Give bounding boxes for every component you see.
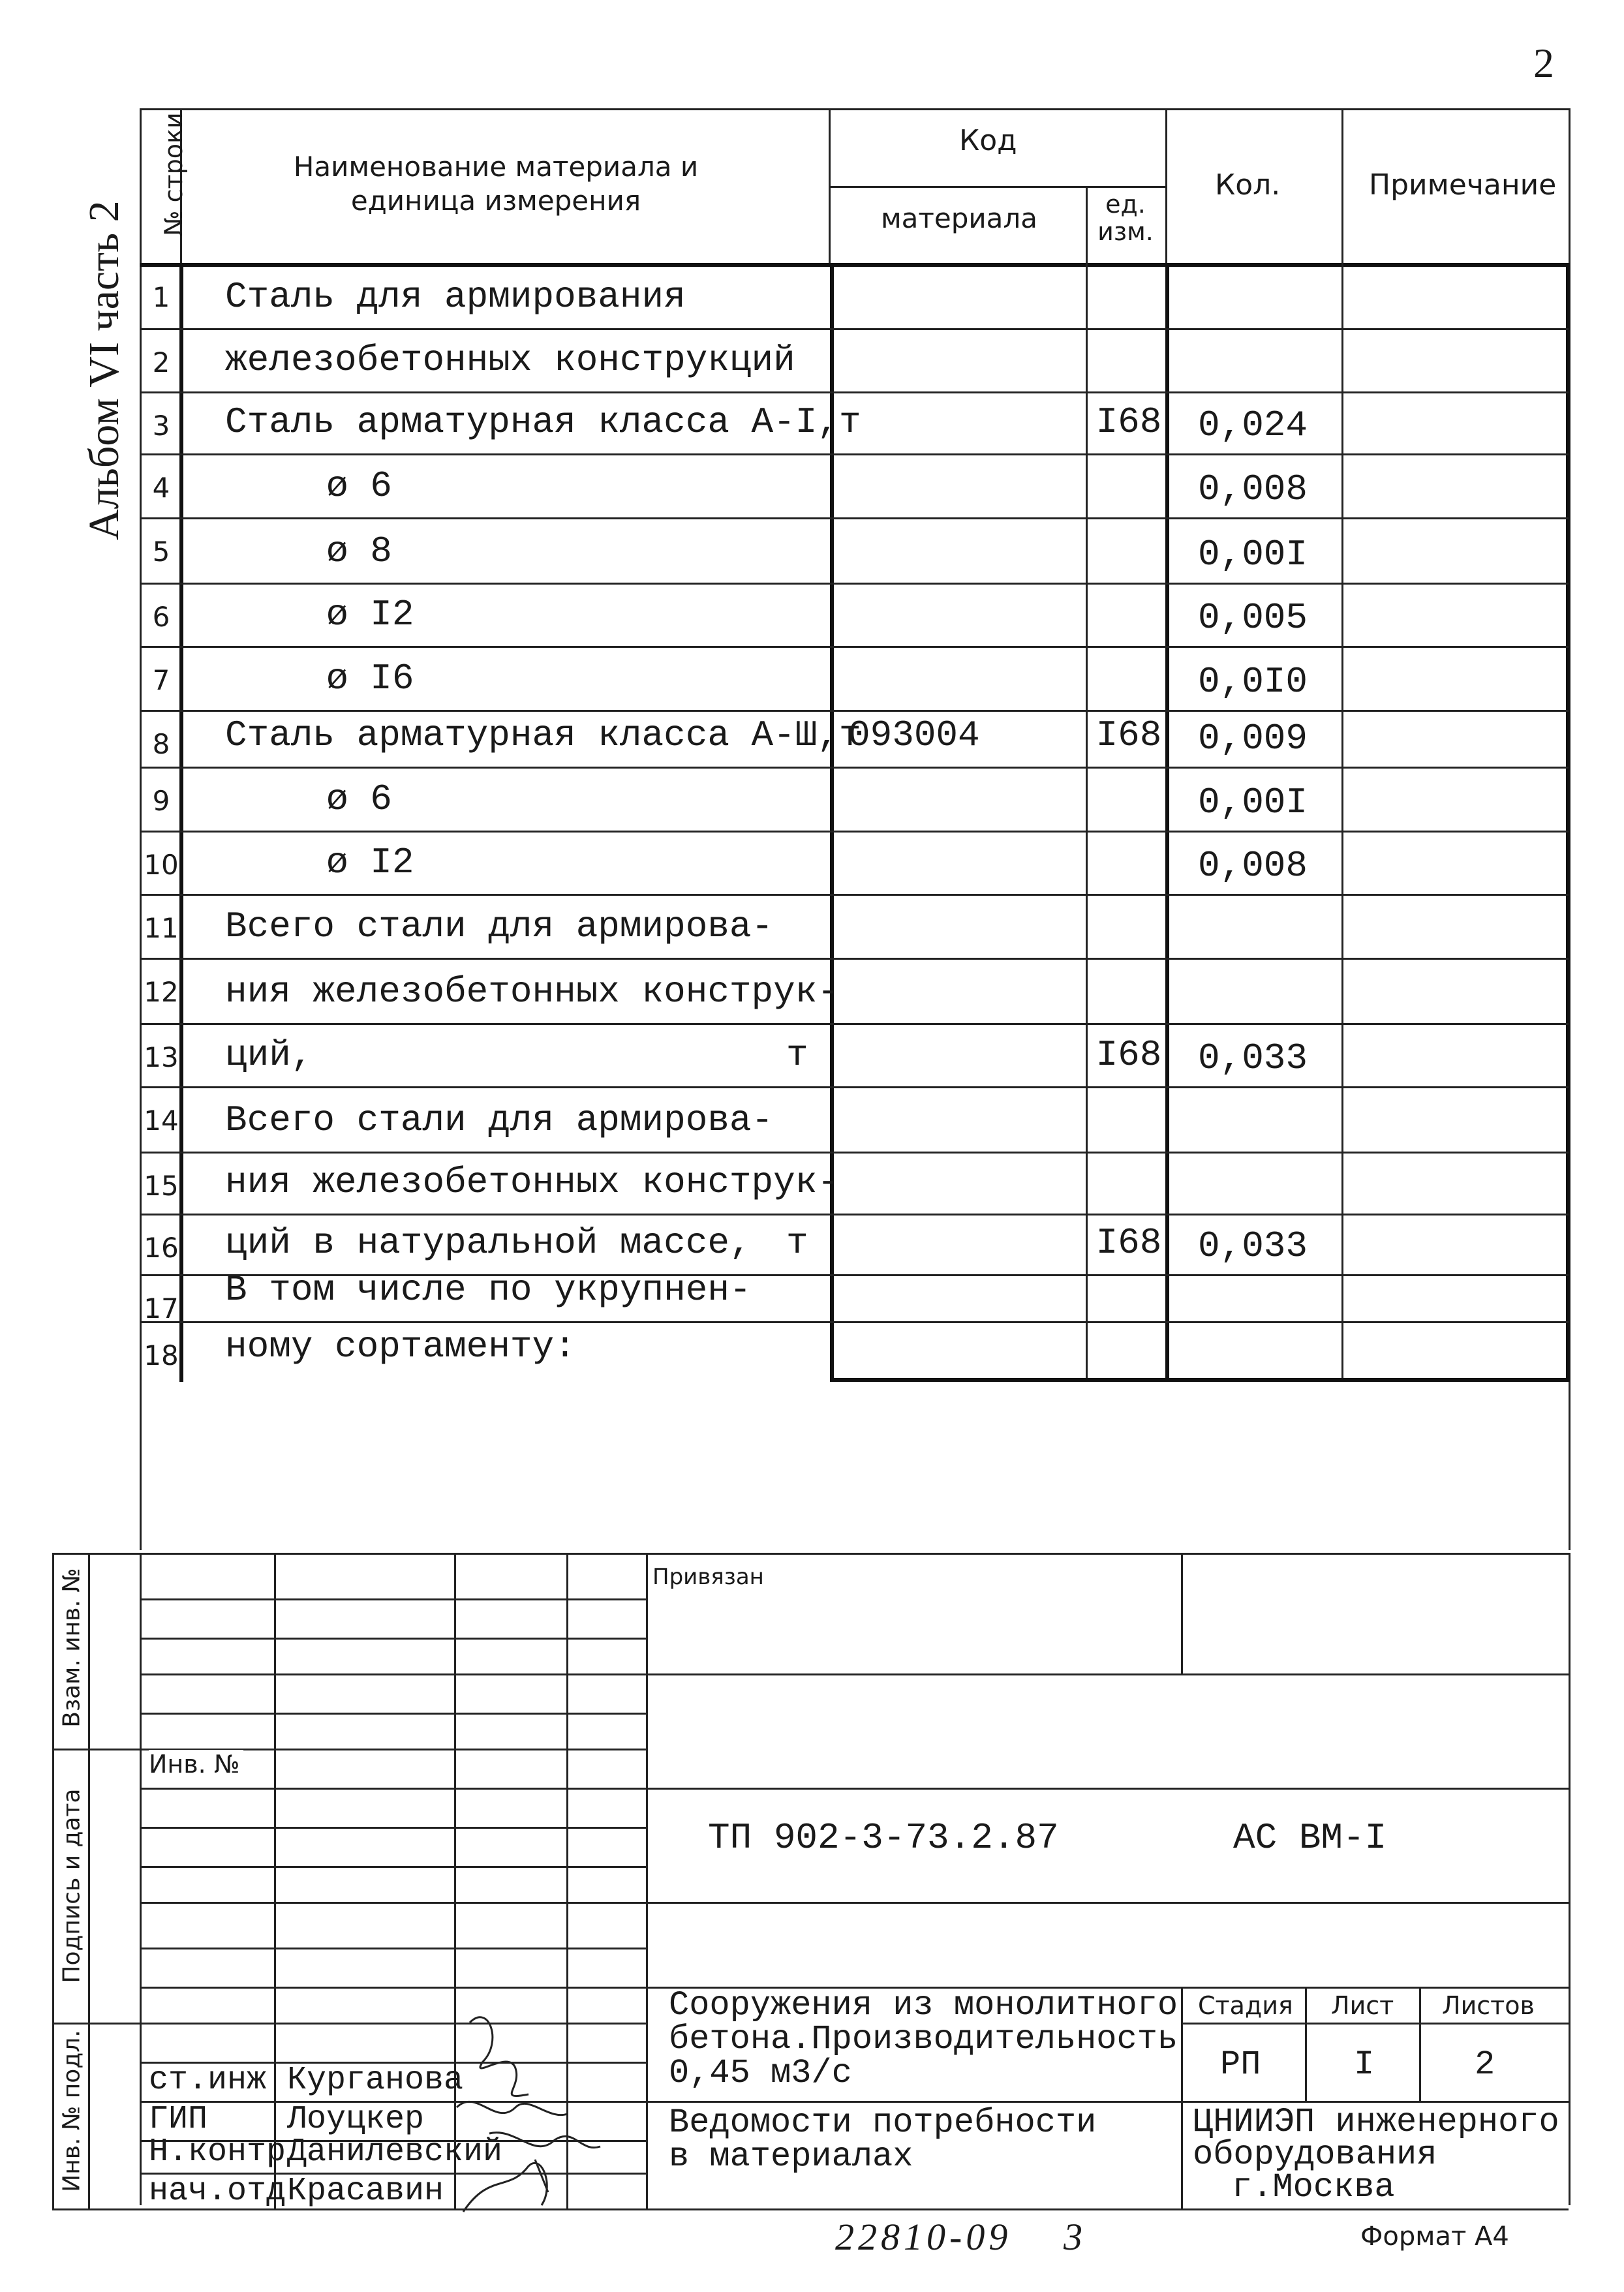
row-number: 3 xyxy=(152,410,170,442)
row-material-name: ø 6 xyxy=(326,465,392,507)
row-material-name: Сталь арматурная класса А-Ш,т xyxy=(225,714,861,756)
row-material-name: ø 8 xyxy=(326,530,392,572)
inv-no-label: Инв. № xyxy=(149,1750,243,1779)
project-title-line-2: бетона.Производительность xyxy=(669,2020,1178,2058)
organization-line-2: оборудования xyxy=(1193,2135,1437,2174)
row-material-name: В том числе по укрупнен- xyxy=(225,1269,752,1311)
page-number: 2 xyxy=(1533,40,1554,86)
project-title-line-3: 0,45 м3/с xyxy=(669,2054,852,2092)
row-number: 4 xyxy=(152,472,170,504)
row-material-name: железобетонных конструкций xyxy=(225,339,795,381)
album-side-label: Альбом VI часть 2 xyxy=(80,200,128,540)
project-title xyxy=(669,1986,1178,2092)
row-unit-suffix: т xyxy=(786,1222,808,1264)
row-number: 9 xyxy=(152,785,170,817)
row-material-name: Сталь арматурная класса А-I,т xyxy=(225,401,861,443)
organization-line-1: ЦНИИЭП инженерного xyxy=(1193,2103,1559,2141)
sheet-title-line-2: в материалах xyxy=(669,2137,913,2176)
row-number: 10 xyxy=(144,849,179,881)
header-code: Код xyxy=(959,124,1017,157)
signer-name: Курганова xyxy=(287,2062,464,2099)
row-unit-code: I68 xyxy=(1095,1034,1162,1076)
signatures-icon xyxy=(418,1996,639,2231)
row-number: 18 xyxy=(144,1339,179,1371)
doc-code: ТП 902-3-73.2.87 xyxy=(708,1817,1059,1859)
row-material-name: ния железобетонных конструк- xyxy=(225,971,839,1013)
row-quantity: 0,00I xyxy=(1197,534,1308,575)
row-number: 6 xyxy=(152,601,170,633)
signer-role: ст.инж xyxy=(149,2062,267,2099)
doc-mark: АС ВМ-I xyxy=(1233,1817,1387,1859)
row-unit-suffix: т xyxy=(786,1034,808,1076)
row-material-code: 093004 xyxy=(848,714,980,756)
row-number: 12 xyxy=(144,976,179,1008)
organization xyxy=(1193,2103,1559,2207)
row-material-name: ø 6 xyxy=(326,778,392,820)
signer-role: ГИП xyxy=(149,2101,208,2138)
side-label-vzam: Взам. инв. № xyxy=(58,1568,85,1728)
header-code-material: материала xyxy=(881,202,1038,234)
signer-name: Данилевский xyxy=(287,2133,503,2171)
row-material-name: ному сортаменту: xyxy=(225,1326,576,1368)
header-code-unit: ед. изм. xyxy=(1097,190,1154,246)
row-unit-code: I68 xyxy=(1095,714,1162,756)
row-quantity: 0,008 xyxy=(1197,845,1308,887)
stage-value: РП xyxy=(1220,2045,1261,2084)
row-unit-code: I68 xyxy=(1095,1222,1162,1264)
footer-format: Формат А4 xyxy=(1360,2222,1509,2252)
row-number: 15 xyxy=(144,1170,179,1202)
row-number: 16 xyxy=(144,1232,179,1264)
signer-name: Лоуцкер xyxy=(287,2101,425,2138)
row-number: 5 xyxy=(152,536,170,568)
row-material-name: ций в натуральной массе, xyxy=(225,1222,752,1264)
row-material-name: ø I2 xyxy=(326,594,414,635)
row-quantity: 0,033 xyxy=(1197,1037,1308,1079)
row-quantity: 0,008 xyxy=(1197,468,1308,510)
stage-label: Стадия xyxy=(1198,1991,1293,2020)
side-label-podpis: Подпись и дата xyxy=(58,1788,85,1983)
sheets-value: 2 xyxy=(1475,2045,1495,2084)
privyazan-label: Привязан xyxy=(652,1564,764,1590)
footer-number: 22810-09 xyxy=(835,2216,1012,2258)
row-quantity: 0,024 xyxy=(1197,405,1308,446)
row-material-name: ния железобетонных конструк- xyxy=(225,1161,839,1203)
organization-line-3: г.Москва xyxy=(1232,2168,1395,2207)
row-number: 17 xyxy=(144,1292,179,1324)
row-material-name: ø I6 xyxy=(326,658,414,699)
signer-role: Н.контр xyxy=(149,2133,286,2171)
row-quantity: 0,0I0 xyxy=(1197,661,1308,703)
row-number: 7 xyxy=(152,664,170,696)
row-number: 14 xyxy=(144,1105,179,1137)
row-material-name: Всего стали для армирова- xyxy=(225,1099,774,1141)
footer-copy: 3 xyxy=(1064,2216,1082,2258)
sheet-title xyxy=(669,2103,1097,2176)
row-number: 2 xyxy=(152,346,170,378)
sheet-title-line-1: Ведомости потребности xyxy=(669,2103,1097,2142)
row-material-name: Всего стали для армирова- xyxy=(225,906,774,947)
side-label-inv-podl: Инв. № подл. xyxy=(58,2030,85,2192)
row-material-name: ø I2 xyxy=(326,842,414,883)
header-qty: Кол. xyxy=(1215,168,1281,202)
sheets-label: Листов xyxy=(1442,1991,1535,2020)
row-quantity: 0,00I xyxy=(1197,782,1308,823)
row-material-name: ций, xyxy=(225,1034,313,1076)
sheet-label: Лист xyxy=(1331,1991,1394,2020)
header-note: Примечание xyxy=(1369,168,1557,202)
row-unit-code: I68 xyxy=(1095,401,1162,443)
row-number: 1 xyxy=(152,281,170,313)
row-quantity: 0,033 xyxy=(1197,1225,1308,1267)
signer-role: нач.отд xyxy=(149,2173,286,2210)
project-title-line-1: Сооружения из монолитного xyxy=(669,1986,1178,2025)
row-quantity: 0,009 xyxy=(1197,718,1308,759)
header-row-number: № строки xyxy=(159,112,188,236)
row-number: 13 xyxy=(144,1041,179,1073)
header-material-name: Наименование материала и единица измерения xyxy=(293,151,699,217)
sheet-value: I xyxy=(1354,2045,1375,2084)
row-material-name: Сталь для армирования xyxy=(225,276,686,318)
signer-name: Красавин xyxy=(287,2173,444,2210)
row-number: 11 xyxy=(144,912,179,944)
row-number: 8 xyxy=(152,728,170,760)
row-quantity: 0,005 xyxy=(1197,597,1308,639)
